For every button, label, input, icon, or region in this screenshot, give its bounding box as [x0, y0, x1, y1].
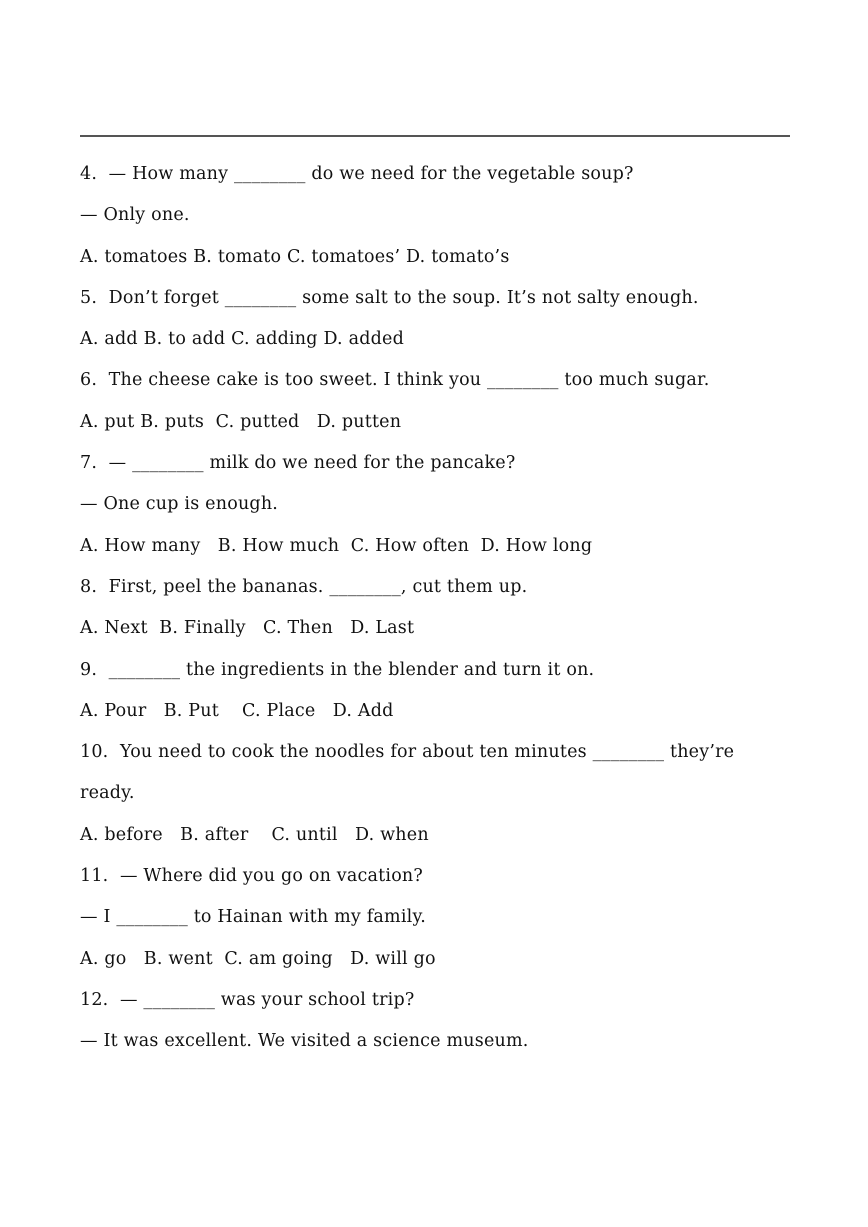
question-7-stem: 7. — ________ milk do we need for the pancake?: [80, 453, 516, 474]
question-10-stem-continued: ready.: [80, 783, 135, 804]
question-10-stem: 10. You need to cook the noodles for about ten minutes ________ they’re: [80, 742, 735, 763]
question-11-stem: 11. — Where did you go on vacation?: [80, 866, 423, 887]
question-8-options: A. Next B. Finally C. Then D. Last: [80, 618, 415, 639]
question-9-stem: 9. ________ the ingredients in the blender and turn it on.: [80, 659, 595, 680]
question-7-reply: — One cup is enough.: [80, 494, 279, 515]
question-5-stem: 5. Don’t forget ________ some salt to the soup. It’s not salty enough.: [80, 287, 699, 308]
question-list: [80, 154, 792, 1063]
question-10-options: A. before B. after C. until D. when: [80, 824, 429, 845]
header-rule: [80, 135, 790, 137]
question-11-reply: — I ________ to Hainan with my family.: [80, 907, 426, 928]
question-9-options: A. Pour B. Put C. Place D. Add: [80, 700, 394, 721]
question-4-stem: 4. — How many ________ do we need for the vegetable soup?: [80, 164, 634, 184]
question-5-options: A. add B. to add C. adding D. added: [80, 329, 404, 350]
question-11-options: A. go B. went C. am going D. will go: [80, 948, 436, 969]
question-6-options: A. put B. puts C. putted D. putten: [80, 411, 402, 432]
question-4-options: A. tomatoes B. tomato C. tomatoes’ D. tomato’s: [80, 246, 510, 267]
question-12-reply: — It was excellent. We visited a science museum.: [80, 1031, 529, 1052]
question-7-options: A. How many B. How much C. How often D. How long: [80, 535, 593, 556]
question-12-stem: 12. — ________ was your school trip?: [80, 989, 415, 1010]
question-6-stem: 6. The cheese cake is too sweet. I think you ________ too much sugar.: [80, 370, 710, 391]
question-4-reply: — Only one.: [80, 205, 190, 226]
question-8-stem: 8. First, peel the bananas. ________, cut them up.: [80, 576, 528, 597]
